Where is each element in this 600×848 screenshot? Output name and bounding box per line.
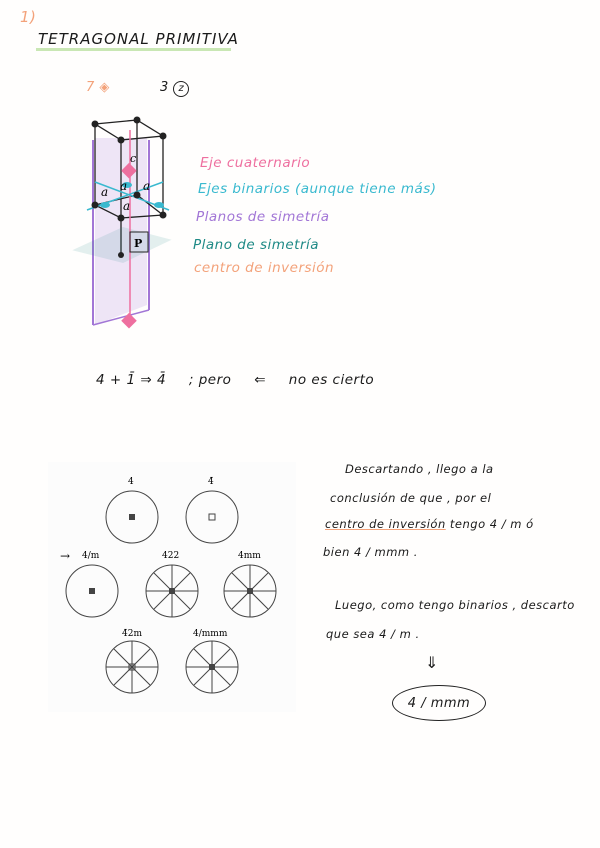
- stereo-4bar: [186, 491, 238, 543]
- conclusion-line-6: que sea 4 / m .: [326, 627, 420, 641]
- label-p: P: [134, 237, 143, 250]
- conclusion-line-2: conclusión de que , por el: [330, 491, 492, 505]
- group-4bar: 4̄: [208, 477, 214, 487]
- label-a4: a: [123, 199, 131, 213]
- inversion-underlined: centro de inversión: [325, 517, 446, 531]
- equation-left: 4 + 1̄ ⇒ 4̄: [96, 372, 167, 388]
- page-number: 1): [20, 8, 37, 26]
- symmetry-number: 7: [86, 80, 95, 95]
- equation-arrow: ⇐: [254, 372, 266, 388]
- conclusion-line-3-rest: tengo 4 / m ó: [449, 517, 534, 531]
- binary-symbol-left: [100, 202, 110, 208]
- fourfold-symbol-bottom: [121, 313, 137, 329]
- conclusion-line-3: [325, 517, 534, 531]
- equation: [96, 372, 392, 388]
- group-4mm: 4mm: [238, 551, 261, 561]
- legend-binary: Ejes binarios (aunque tiene más): [198, 181, 437, 197]
- result-ellipse: [392, 685, 486, 721]
- conclusion-line-1: Descartando , llego a la: [345, 462, 494, 476]
- label-c: c: [130, 152, 137, 165]
- legend-plane: Plano de simetría: [193, 237, 320, 253]
- arrow-marker: →: [60, 549, 71, 563]
- stereograms: [48, 462, 296, 712]
- tetragonal-cell-drawing: [65, 110, 185, 330]
- page-title: TETRAGONAL PRIMITIVA: [38, 30, 239, 48]
- circled-z-icon: z: [173, 81, 189, 97]
- result-text: 4 / mmm: [407, 695, 471, 711]
- label-a1: a: [101, 185, 109, 199]
- group-4m: 4/m: [82, 551, 100, 561]
- symmetry-label-3: [160, 80, 189, 97]
- title-highlight: [36, 48, 231, 51]
- symmetry-label-orange: [86, 80, 110, 95]
- equation-mid: ; pero: [188, 372, 232, 388]
- symmetry-number-3: 3: [160, 80, 169, 95]
- stereogram-figure: [48, 462, 296, 712]
- group-422: 422: [162, 551, 180, 561]
- group-4: 4: [128, 477, 134, 487]
- legend-inversion: centro de inversión: [194, 260, 335, 276]
- binary-symbol-right: [154, 202, 164, 208]
- legend-planes: Planos de simetría: [196, 209, 330, 225]
- label-a3: a: [143, 179, 151, 193]
- legend-fourfold: Eje cuaternario: [200, 155, 311, 171]
- group-4mmm: 4/mmm: [193, 629, 228, 639]
- equation-right: no es cierto: [288, 372, 375, 388]
- conclusion-line-5: Luego, como tengo binarios , descarto: [335, 598, 575, 612]
- octahedron-icon: ◈: [99, 80, 110, 95]
- label-a2: a: [120, 179, 128, 193]
- down-arrow-icon: ⇓: [425, 653, 439, 672]
- conclusion-line-4: bien 4 / mmm .: [323, 545, 418, 559]
- group-42m: 4̄2m: [122, 629, 142, 639]
